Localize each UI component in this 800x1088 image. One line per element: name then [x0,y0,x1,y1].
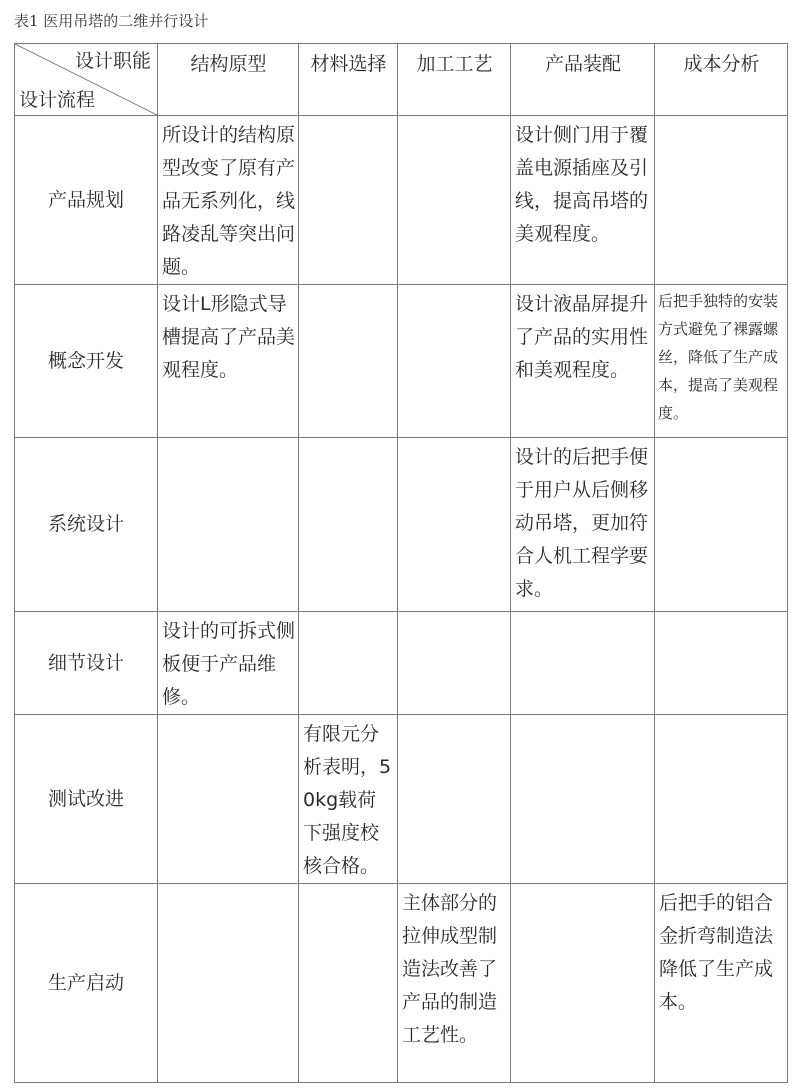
table-cell: 后把手的铝合金折弯制造法降低了生产成本。 [655,884,788,1083]
table-cell [398,285,511,438]
table-cell [511,884,655,1083]
table-cell [398,715,511,884]
table-cell [299,612,398,715]
column-header: 产品装配 [511,44,655,116]
stage-label: 系统设计 [15,438,158,612]
table-cell [158,715,299,884]
table-cell: 有限元分析表明，50kg载荷下强度校核合格。 [299,715,398,884]
table-cell [158,884,299,1083]
corner-header-cell [15,44,158,116]
table-cell [299,438,398,612]
table-cell [511,612,655,715]
stage-label: 产品规划 [15,116,158,285]
table-cell: 后把手独特的安装方式避免了裸露螺丝，降低了生产成本，提高了美观程度。 [655,285,788,438]
table-cell [655,438,788,612]
table-cell: 设计的后把手便于用户从后侧移动吊塔，更加符合人机工程学要求。 [511,438,655,612]
table-row [15,884,788,1083]
table-cell [398,612,511,715]
parallel-design-table [14,43,788,1083]
table-cell [655,116,788,285]
table-cell: 主体部分的拉伸成型制造法改善了产品的制造工艺性。 [398,884,511,1083]
header-row [15,44,788,116]
table-row [15,285,788,438]
stage-label: 细节设计 [15,612,158,715]
table-cell: 设计液晶屏提升了产品的实用性和美观程度。 [511,285,655,438]
table-cell: 所设计的结构原型改变了原有产品无系列化，线路凌乱等突出问题。 [158,116,299,285]
column-header: 结构原型 [158,44,299,116]
stage-label: 概念开发 [15,285,158,438]
stage-label: 测试改进 [15,715,158,884]
stage-label: 生产启动 [15,884,158,1083]
table-cell: 设计的可拆式侧板便于产品维修。 [158,612,299,715]
table-cell [299,116,398,285]
corner-label-process: 设计流程 [19,89,96,111]
table-caption: 表1 医用吊塔的二维并行设计 [14,12,209,30]
table-row [15,715,788,884]
corner-label-function: 设计职能 [74,50,151,72]
table-cell: 设计侧门用于覆盖电源插座及引线，提高吊塔的美观程度。 [511,116,655,285]
table-cell [158,438,299,612]
column-header: 材料选择 [299,44,398,116]
table-cell [299,285,398,438]
column-header: 成本分析 [655,44,788,116]
table-cell [655,715,788,884]
table-cell: 设计L形隐式导槽提高了产品美观程度。 [158,285,299,438]
table-row [15,438,788,612]
table-row [15,116,788,285]
table-cell [398,438,511,612]
table-cell [398,116,511,285]
table-row [15,612,788,715]
table-cell [655,612,788,715]
table-cell [299,884,398,1083]
column-header: 加工工艺 [398,44,511,116]
table-cell [511,715,655,884]
